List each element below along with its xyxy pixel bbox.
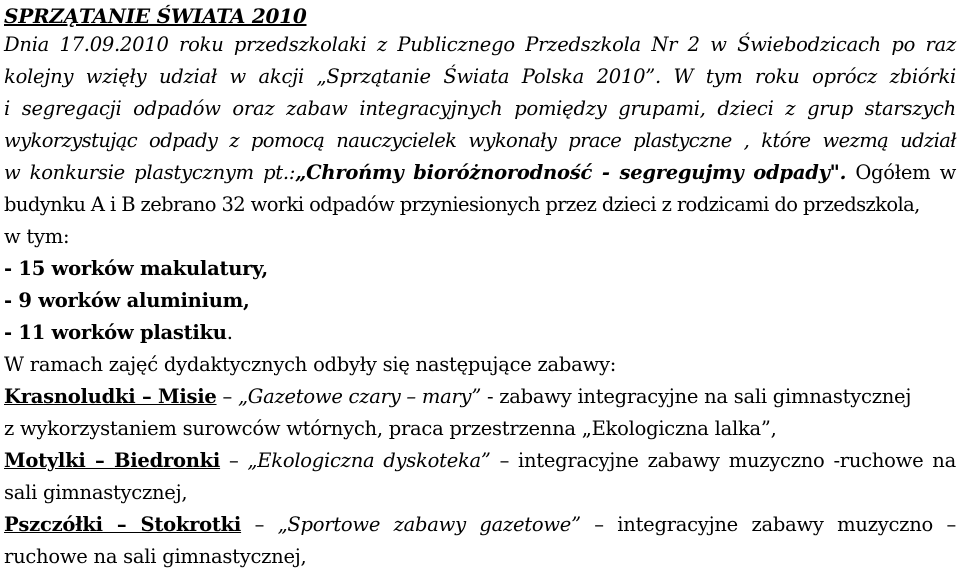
list-item-plastic-text: - 11 worków plastiku [4, 321, 227, 344]
activity-1-game: „Gazetowe czary – mary” [237, 385, 482, 408]
activity-1-dash: – [216, 385, 238, 408]
activity-3-desc: – integracyjne zabawy muzyczno – [580, 513, 956, 536]
intro-line-3: i segregacji odpadów oraz zabaw integracyjnych pomiędzy grupami, dzieci z grup starszych [4, 97, 956, 120]
activity-2-groups: Motylki – Biedronki [4, 449, 221, 472]
intro-line-5 [4, 157, 956, 189]
activity-2-dash: – [220, 449, 248, 472]
intro-line-2: kolejny wzięły udział w akcji „Sprzątanie Świata Polska 2010”. W tym roku oprócz zbiórki [4, 65, 956, 88]
document-page [4, 3, 956, 573]
activity-1-line-2: z wykorzystaniem surowców wtórnych, praca przestrzenna „Ekologiczna lalka”, [4, 417, 777, 440]
total-intro: Ogółem w [846, 161, 957, 184]
activity-3-groups: Pszczółki – Stokrotki [4, 513, 242, 536]
list-item-plastic [4, 317, 956, 349]
activity-3-game: „Sportowe zabawy gazetowe” [277, 513, 581, 536]
contest-name: „Chrońmy bioróżnorodność - segregujmy odpady". [295, 161, 847, 184]
activity-2-desc: – integracyjne zabawy muzyczno -ruchowe na [490, 449, 956, 472]
activity-2-game: „Ekologiczna dyskoteka” [247, 449, 491, 472]
list-end-dot: . [226, 321, 233, 344]
intro-line-4: wykorzystując odpady z pomocą nauczycielek wykonały prace plastyczne , które wezmą udział [4, 129, 956, 152]
intro-line-6: budynku A i B zebrano 32 worki odpadów przyniesionych przez dzieci z rodzicami do przedszkola, [4, 193, 920, 216]
contest-intro: w konkursie plastycznym pt.: [4, 161, 296, 184]
activity-2 [4, 445, 956, 477]
list-item-aluminium: - 9 worków aluminium, [4, 289, 250, 312]
activity-1-groups: Krasnoludki – Misie [4, 385, 217, 408]
activity-3 [4, 509, 956, 541]
intro-line-1: Dnia 17.09.2010 roku przedszkolaki z Publicznego Przedszkola Nr 2 w Świebodzicach po raz [4, 33, 956, 56]
activity-3-dash: – [241, 513, 278, 536]
activity-2-line-2: sali gimnastycznej, [4, 481, 188, 504]
activity-1-desc: - zabawy integracyjne na sali gimnastycznej [481, 385, 912, 408]
document-title: SPRZĄTANIE ŚWIATA 2010 [4, 4, 307, 28]
list-item-paper: - 15 worków makulatury, [4, 257, 268, 280]
activity-1 [4, 381, 956, 413]
activities-intro: W ramach zajęć dydaktycznych odbyły się następujące zabawy: [4, 353, 617, 376]
activity-3-line-2: ruchowe na sali gimnastycznej, [4, 545, 307, 568]
intro-line-7: w tym: [4, 225, 70, 248]
